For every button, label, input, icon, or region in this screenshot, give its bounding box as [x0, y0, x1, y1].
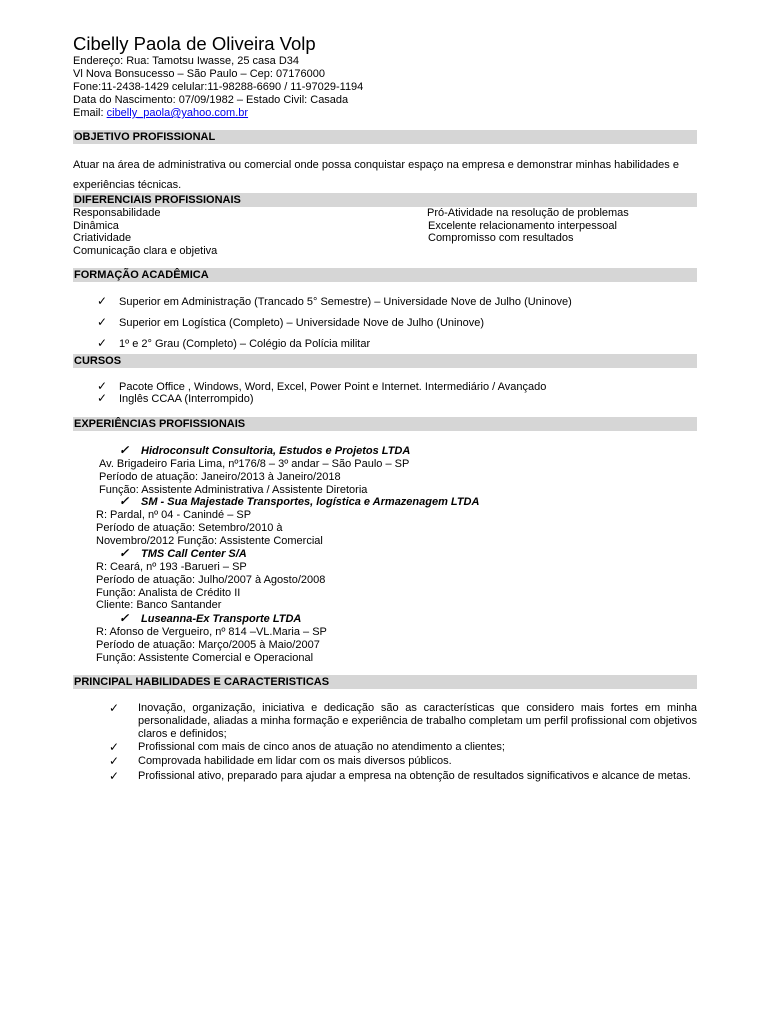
email-link[interactable]: cibelly_paola@yahoo.com.br [106, 107, 249, 119]
checkmark-icon: ✓ [109, 701, 120, 715]
job-company: ✓ Hidroconsult Consultoria, Estudos e Projetos LTDA [119, 443, 411, 457]
list-item: ✓ Inovação, organização, iniciativa e dedicação são as características que considero mais fortes em minha personalidade, aliadas a minha formação e experiência de trabalho completam um perfil profissional com objetivos claros e definidos; [109, 701, 697, 740]
checkmark-icon: ✓ [97, 294, 108, 308]
list-item: ✓ Pacote Office , Windows, Word, Excel, Power Point e Internet. Intermediário / Avançado [97, 379, 547, 393]
checkmark-icon: ✓ [97, 315, 108, 329]
resume-page [73, 0, 697, 1024]
differentials-left [73, 207, 217, 257]
section-experience: EXPERIÊNCIAS PROFISSIONAIS [73, 417, 697, 431]
job-details: Av. Brigadeiro Faria Lima, nº176/8 – 3º andar – São Paulo – SP Período de atuação: Janeiro/2013 à Janeiro/2018 Função: Assistente Administrativa / Assistente Diretoria [99, 458, 410, 496]
checkmark-icon: ✓ [109, 769, 120, 783]
neighborhood-line: Vl Nova Bonsucesso – São Paulo – Cep: 07176000 [73, 68, 325, 80]
list-item: ✓ Comprovada habilidade em lidar com os mais diversos públicos. [109, 754, 452, 768]
email-label: Email: [73, 107, 107, 119]
objective-text: Atuar na área de administrativa ou comercial onde possa conquistar espaço na empresa e demonstrar minhas habilidades e experiências técnicas. [73, 159, 679, 191]
list-item: ✓ Inglês CCAA (Interrompido) [97, 391, 254, 405]
section-differentials: DIFERENCIAIS PROFISSIONAIS [73, 193, 697, 207]
differentials-right [427, 207, 629, 245]
job-company: ✓ TMS Call Center S/A [119, 546, 247, 560]
checkmark-icon: ✓ [97, 391, 108, 405]
list-item: ✓ Profissional com mais de cinco anos de atuação no atendimento a clientes; [109, 740, 505, 754]
list-item: ✓ Superior em Logística (Completo) – Universidade Nove de Julho (Uninove) [97, 315, 485, 329]
list-item: ✓ 1º e 2° Grau (Completo) – Colégio da Polícia militar [97, 336, 371, 350]
list-item: ✓ Superior em Administração (Trancado 5° Semestre) – Universidade Nove de Julho (Uninove) [97, 294, 572, 308]
differential-item: Comunicação clara e objetiva [73, 244, 218, 257]
job-details: R: Ceará, nº 193 -Barueri – SP Período de atuação: Julho/2007 à Agosto/2008 Função: Analista de Crédito II Cliente: Banco Santander [96, 561, 326, 612]
section-objective: OBJETIVO PROFISSIONAL [73, 130, 697, 144]
checkmark-icon: ✓ [97, 379, 108, 393]
differential-item: Compromisso com resultados [428, 232, 574, 244]
section-courses: CURSOS [73, 354, 697, 368]
differential-item: Pró-Atividade na resolução de problemas [427, 207, 629, 219]
job-company: ✓ SM - Sua Majestade Transportes, logística e Armazenagem LTDA [119, 494, 480, 508]
phone-line: Fone:11-2438-1429 celular:11-98288-6690 / 11-97029-1194 [73, 81, 364, 93]
checkmark-icon: ✓ [119, 443, 130, 457]
checkmark-icon: ✓ [119, 611, 130, 625]
job-company: ✓ Luseanna-Ex Transporte LTDA [119, 611, 302, 625]
job-details: R: Pardal, nº 04 - Canindé – SP Período de atuação: Setembro/2010 à Novembro/2012 Função: Assistente Comercial [96, 509, 323, 547]
address-line: Endereço: Rua: Tamotsu Iwasse, 25 casa D34 [73, 55, 300, 67]
candidate-name: Cibelly Paola de Oliveira Volp [73, 33, 316, 54]
differential-item: Dinâmica [73, 219, 119, 232]
checkmark-icon: ✓ [109, 754, 120, 768]
email-line [73, 107, 363, 120]
differential-item: Excelente relacionamento interpessoal [428, 219, 617, 232]
section-skills: PRINCIPAL HABILIDADES E CARACTERISTICAS [73, 675, 697, 689]
checkmark-icon: ✓ [119, 546, 130, 560]
job-details: R: Afonso de Vergueiro, nº 814 –VL.Maria – SP Período de atuação: Março/2005 à Maio/2007 Função: Assistente Comercial e Operacional [96, 626, 327, 664]
checkmark-icon: ✓ [109, 740, 120, 754]
checkmark-icon: ✓ [119, 494, 130, 508]
checkmark-icon: ✓ [97, 336, 108, 350]
list-item: ✓ Profissional ativo, preparado para ajudar a empresa na obtenção de resultados significativos e alcance de metas. [109, 769, 691, 783]
birth-line: Data do Nascimento: 07/09/1982 – Estado Civil: Casada [73, 94, 349, 106]
differential-item: Criatividade [73, 232, 132, 244]
differential-item: Responsabilidade [73, 207, 161, 219]
contact-block [73, 55, 363, 120]
section-education: FORMAÇÃO ACADÊMICA [73, 268, 697, 282]
